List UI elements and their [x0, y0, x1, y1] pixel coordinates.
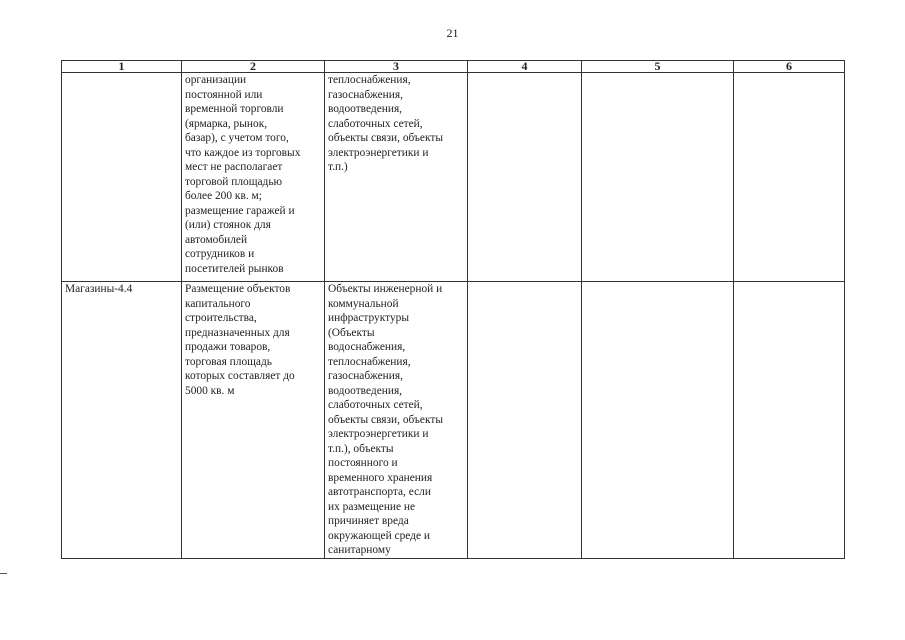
column-header-1: 1: [62, 61, 182, 73]
table-cell: [62, 73, 182, 282]
table-cell: [582, 282, 734, 559]
table-cell: [468, 73, 582, 282]
zoning-table: [61, 60, 845, 559]
margin-mark: [0, 573, 7, 574]
column-header-6: 6: [734, 61, 845, 73]
page-number: 21: [446, 26, 459, 40]
column-header-4: 4: [468, 61, 582, 73]
table-cell: теплоснабжения, газоснабжения, водоотведения, слаботочных сетей, объекты связи, объекты электроэнергетики и т.п.): [325, 73, 468, 282]
column-header-2: 2: [182, 61, 325, 73]
table-cell: [734, 73, 845, 282]
table-cell: Магазины-4.4: [62, 282, 182, 559]
header-row: [62, 61, 845, 73]
column-header-3: 3: [325, 61, 468, 73]
table-row: [62, 73, 845, 282]
table-cell: [582, 73, 734, 282]
table-row: [62, 282, 845, 559]
table-cell: Размещение объектов капитального строительства, предназначенных для продажи товаров, торговая площадь которых составляет до 5000 кв. м: [182, 282, 325, 559]
column-header-5: 5: [582, 61, 734, 73]
table-cell: [468, 282, 582, 559]
table-cell: Объекты инженерной и коммунальной инфраструктуры (Объекты водоснабжения, теплоснабжения, газоснабжения, водоотведения, слаботочных сетей, объекты связи, объекты электроэнергетики и т.п.), объекты постоянного и временного хранения автотранспорта, если их размещение не причиняет вреда окружающей среде и санитарному: [325, 282, 468, 559]
table-cell: организации постоянной или временной торговли (ярмарка, рынок, базар), с учетом того, что каждое из торговых мест не располагает торговой площадью более 200 кв. м; размещение гаражей и (или) стоянок для автомобилей сотрудников и посетителей рынков: [182, 73, 325, 282]
table-cell: [734, 282, 845, 559]
